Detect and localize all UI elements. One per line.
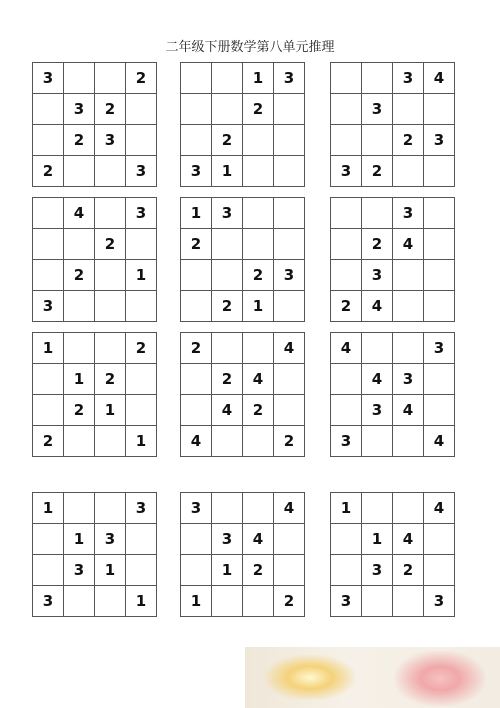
- puzzle-cell: [64, 63, 95, 94]
- puzzle-cell: [33, 260, 64, 291]
- puzzle-cell: [243, 156, 274, 187]
- puzzle-cell: [274, 524, 305, 555]
- puzzle-cell: [243, 333, 274, 364]
- puzzle-grid: [32, 197, 157, 322]
- puzzle-cell: [181, 125, 212, 156]
- puzzle-cell: 1: [181, 198, 212, 229]
- puzzle-cell: 1: [212, 156, 243, 187]
- puzzle-cell: 2: [64, 260, 95, 291]
- puzzle-cell: [331, 125, 362, 156]
- page-title: 二年级下册数学第八单元推理: [165, 40, 335, 55]
- puzzle-cell: 4: [181, 426, 212, 457]
- puzzle-cell: 2: [95, 364, 126, 395]
- puzzle-grid: [32, 332, 157, 457]
- puzzle-cell: 2: [126, 333, 157, 364]
- puzzle-cell: 3: [393, 198, 424, 229]
- puzzle-cell: [181, 260, 212, 291]
- watermark-glow: [265, 655, 355, 700]
- puzzle-cell: [181, 364, 212, 395]
- puzzle-cell: [274, 395, 305, 426]
- puzzle-cell: 1: [331, 493, 362, 524]
- puzzle-cell: 2: [64, 125, 95, 156]
- puzzle-cell: 4: [212, 395, 243, 426]
- puzzle-cell: [424, 229, 455, 260]
- puzzle-cell: 2: [393, 555, 424, 586]
- puzzle-cell: 2: [95, 229, 126, 260]
- puzzle-cell: [331, 229, 362, 260]
- puzzle-cell: 1: [362, 524, 393, 555]
- puzzle-cell: [181, 94, 212, 125]
- puzzle-cell: 2: [181, 229, 212, 260]
- puzzle-cell: [126, 94, 157, 125]
- puzzle-cell: [64, 493, 95, 524]
- puzzle-cell: [64, 156, 95, 187]
- puzzle-cell: 3: [331, 586, 362, 617]
- puzzle-cell: [331, 555, 362, 586]
- puzzle-cell: [126, 555, 157, 586]
- puzzle-cell: [274, 555, 305, 586]
- puzzle-cell: [393, 493, 424, 524]
- puzzle-cell: [64, 291, 95, 322]
- puzzle-cell: 2: [181, 333, 212, 364]
- puzzle-cell: [181, 395, 212, 426]
- puzzle-grid: [180, 197, 305, 322]
- puzzle-cell: [274, 364, 305, 395]
- puzzle-cell: [126, 229, 157, 260]
- puzzle-cell: [331, 524, 362, 555]
- puzzle-cell: 4: [424, 426, 455, 457]
- puzzle-cell: 4: [362, 364, 393, 395]
- puzzle-cell: [331, 260, 362, 291]
- puzzle-grid: [32, 492, 157, 617]
- puzzle-cell: 4: [393, 395, 424, 426]
- puzzle-cell: [393, 291, 424, 322]
- puzzle-cell: [424, 198, 455, 229]
- puzzle-cell: [95, 493, 126, 524]
- puzzle-cell: 4: [243, 364, 274, 395]
- puzzle-cell: [331, 63, 362, 94]
- puzzle-cell: 3: [33, 291, 64, 322]
- puzzle-cell: [424, 94, 455, 125]
- puzzle-cell: [212, 426, 243, 457]
- puzzle-cell: 1: [64, 524, 95, 555]
- puzzle-cell: [274, 229, 305, 260]
- puzzle-cell: [243, 426, 274, 457]
- puzzle-cell: 3: [362, 260, 393, 291]
- puzzle-cell: 2: [274, 426, 305, 457]
- puzzle-cell: [362, 493, 393, 524]
- watermark-logo: [245, 647, 500, 708]
- puzzle-cell: 1: [33, 493, 64, 524]
- puzzle-cell: [393, 260, 424, 291]
- puzzle-cell: [126, 125, 157, 156]
- puzzle-cell: [95, 333, 126, 364]
- puzzle-cell: 3: [212, 198, 243, 229]
- puzzle-cell: 3: [424, 125, 455, 156]
- puzzle-cell: 3: [33, 586, 64, 617]
- puzzle-cell: 4: [274, 493, 305, 524]
- puzzle-cell: [33, 229, 64, 260]
- puzzle-cell: 2: [212, 291, 243, 322]
- puzzle-cell: 3: [181, 156, 212, 187]
- puzzle-cell: 1: [95, 395, 126, 426]
- puzzle-cell: 1: [243, 291, 274, 322]
- puzzle-cell: [362, 63, 393, 94]
- puzzle-cell: 4: [424, 63, 455, 94]
- puzzle-cell: 4: [362, 291, 393, 322]
- puzzle-cell: 3: [274, 260, 305, 291]
- puzzle-cell: [33, 94, 64, 125]
- puzzle-cell: 1: [64, 364, 95, 395]
- puzzle-cell: 2: [64, 395, 95, 426]
- puzzle-grid: [330, 62, 455, 187]
- puzzle-cell: 2: [33, 156, 64, 187]
- puzzle-cell: [362, 426, 393, 457]
- puzzle-cell: [33, 555, 64, 586]
- puzzle-cell: 2: [212, 364, 243, 395]
- puzzle-cell: 4: [274, 333, 305, 364]
- puzzle-cell: [126, 524, 157, 555]
- puzzle-cell: [95, 156, 126, 187]
- puzzle-cell: [126, 291, 157, 322]
- puzzle-cell: [393, 156, 424, 187]
- puzzle-cell: [243, 198, 274, 229]
- puzzle-cell: [95, 198, 126, 229]
- puzzle-cell: [181, 291, 212, 322]
- puzzle-cell: [95, 586, 126, 617]
- puzzle-cell: 3: [424, 586, 455, 617]
- puzzle-cell: [424, 555, 455, 586]
- puzzle-cell: [393, 333, 424, 364]
- puzzle-grid: [32, 62, 157, 187]
- puzzle-cell: 3: [362, 94, 393, 125]
- puzzle-cell: [212, 260, 243, 291]
- puzzle-cell: [362, 198, 393, 229]
- puzzle-cell: [362, 333, 393, 364]
- puzzle-cell: [243, 493, 274, 524]
- puzzle-cell: 3: [95, 125, 126, 156]
- puzzle-cell: [33, 198, 64, 229]
- puzzle-cell: 1: [33, 333, 64, 364]
- puzzle-cell: 4: [393, 229, 424, 260]
- puzzle-cell: 1: [126, 586, 157, 617]
- puzzle-cell: 4: [243, 524, 274, 555]
- puzzle-cell: 4: [331, 333, 362, 364]
- puzzle-grid: [330, 332, 455, 457]
- puzzle-cell: [212, 63, 243, 94]
- puzzle-cell: [95, 260, 126, 291]
- puzzle-grid: [180, 62, 305, 187]
- puzzle-cell: [243, 586, 274, 617]
- puzzle-cell: [33, 524, 64, 555]
- puzzle-cell: [243, 125, 274, 156]
- puzzle-cell: 2: [243, 94, 274, 125]
- puzzle-cell: 3: [126, 493, 157, 524]
- puzzle-cell: 3: [126, 198, 157, 229]
- puzzle-cell: 3: [393, 63, 424, 94]
- puzzle-cell: 1: [212, 555, 243, 586]
- puzzle-cell: 3: [331, 156, 362, 187]
- puzzle-cell: 3: [126, 156, 157, 187]
- puzzle-cell: [424, 364, 455, 395]
- puzzle-cell: 2: [95, 94, 126, 125]
- puzzle-cell: [393, 94, 424, 125]
- puzzle-cell: [331, 198, 362, 229]
- puzzle-cell: [274, 125, 305, 156]
- puzzle-cell: 1: [95, 555, 126, 586]
- puzzle-cell: 3: [362, 555, 393, 586]
- puzzle-cell: 2: [274, 586, 305, 617]
- puzzle-cell: [64, 586, 95, 617]
- puzzle-cell: 3: [393, 364, 424, 395]
- puzzle-cell: 2: [243, 395, 274, 426]
- puzzle-cell: 1: [243, 63, 274, 94]
- puzzle-cell: 3: [274, 63, 305, 94]
- puzzle-cell: [181, 524, 212, 555]
- puzzle-cell: 4: [424, 493, 455, 524]
- puzzle-cell: [393, 586, 424, 617]
- puzzle-cell: 3: [64, 555, 95, 586]
- puzzle-cell: 2: [126, 63, 157, 94]
- puzzle-cell: [274, 94, 305, 125]
- puzzle-cell: 2: [33, 426, 64, 457]
- puzzle-cell: [95, 426, 126, 457]
- puzzle-cell: [274, 291, 305, 322]
- puzzle-grid: [180, 492, 305, 617]
- puzzle-cell: [126, 395, 157, 426]
- puzzle-cell: [33, 125, 64, 156]
- puzzle-cell: [331, 94, 362, 125]
- puzzle-cell: [331, 395, 362, 426]
- puzzle-cell: [64, 229, 95, 260]
- puzzle-cell: [393, 426, 424, 457]
- puzzle-cell: [126, 364, 157, 395]
- puzzle-cell: 3: [64, 94, 95, 125]
- puzzle-cell: 2: [362, 229, 393, 260]
- puzzle-cell: [95, 291, 126, 322]
- puzzle-cell: [424, 395, 455, 426]
- puzzle-cell: [212, 333, 243, 364]
- watermark-glow: [395, 651, 485, 706]
- puzzle-cell: 2: [243, 555, 274, 586]
- puzzle-cell: 2: [212, 125, 243, 156]
- puzzle-cell: [362, 586, 393, 617]
- puzzle-cell: [424, 260, 455, 291]
- puzzle-cell: 3: [331, 426, 362, 457]
- puzzle-cell: 3: [212, 524, 243, 555]
- puzzle-cell: 2: [393, 125, 424, 156]
- puzzle-cell: 4: [64, 198, 95, 229]
- puzzle-cell: [424, 291, 455, 322]
- puzzle-cell: [331, 364, 362, 395]
- puzzle-cell: 3: [181, 493, 212, 524]
- puzzle-cell: 3: [33, 63, 64, 94]
- puzzle-cell: 4: [393, 524, 424, 555]
- puzzle-cell: 1: [126, 260, 157, 291]
- puzzle-cell: 1: [181, 586, 212, 617]
- puzzle-cell: [64, 333, 95, 364]
- puzzle-cell: [274, 198, 305, 229]
- puzzle-cell: [33, 364, 64, 395]
- puzzle-cell: [181, 63, 212, 94]
- puzzle-cell: 3: [95, 524, 126, 555]
- puzzle-cell: 2: [331, 291, 362, 322]
- puzzle-grid: [330, 197, 455, 322]
- puzzle-cell: [274, 156, 305, 187]
- puzzle-cell: [212, 586, 243, 617]
- puzzle-cell: 2: [243, 260, 274, 291]
- puzzle-cell: [424, 156, 455, 187]
- puzzle-cell: [212, 493, 243, 524]
- puzzle-grid: [180, 332, 305, 457]
- puzzle-cell: [64, 426, 95, 457]
- puzzle-cell: 2: [362, 156, 393, 187]
- puzzle-cell: [362, 125, 393, 156]
- puzzle-cell: [424, 524, 455, 555]
- puzzle-cell: 1: [126, 426, 157, 457]
- puzzle-cell: [243, 229, 274, 260]
- puzzle-grid: [330, 492, 455, 617]
- puzzle-cell: [95, 63, 126, 94]
- puzzle-cell: [181, 555, 212, 586]
- puzzle-cell: 3: [424, 333, 455, 364]
- puzzle-cell: [33, 395, 64, 426]
- puzzle-cell: [212, 229, 243, 260]
- puzzle-cell: [212, 94, 243, 125]
- puzzle-cell: 3: [362, 395, 393, 426]
